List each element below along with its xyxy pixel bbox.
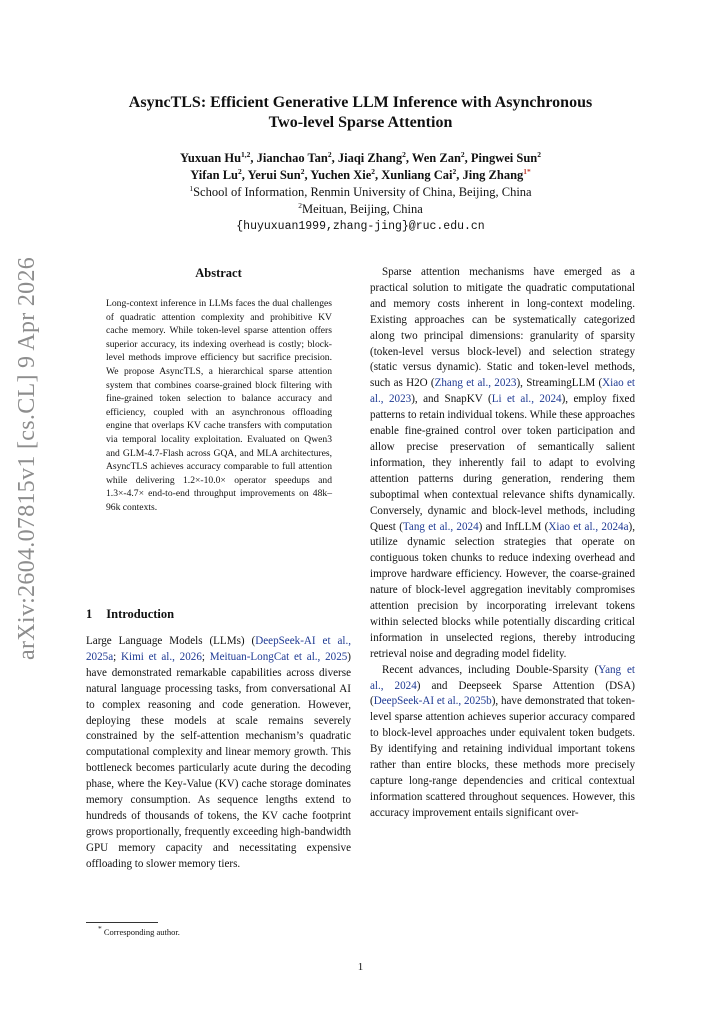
paragraph-text: Recent advances, including Double-Sparsity ( xyxy=(382,663,599,676)
title-line-2: Two-level Sparse Attention xyxy=(268,114,453,131)
affiliation-2-mark: 2 xyxy=(298,200,302,210)
page-number: 1 xyxy=(357,961,364,973)
author-affiliation-mark: 2 xyxy=(238,166,242,176)
citation-link[interactable]: Tang et al., 2024 xyxy=(402,520,479,533)
footnote-text: Corresponding author. xyxy=(103,927,180,937)
author-affiliation-mark: 2 xyxy=(371,166,376,176)
author-affiliation-mark: 2 xyxy=(327,149,332,159)
authors-line-1: Yuxuan Hu$^{1,2}$, Jianchao Tan$^2$, Jiaqi Zhang$^2$, Wen Zan$^2$, Pingwei Sun$^2$ xyxy=(179,149,541,165)
citation-link[interactable]: Xiao et al., 2023 xyxy=(370,377,635,406)
arxiv-identifier: arXiv:2604.07815v1 [cs.CL] 9 Apr 2026 xyxy=(14,256,40,660)
author-affiliation-mark: 2 xyxy=(402,149,406,159)
author-affiliation-mark: 2 xyxy=(537,149,541,159)
paragraph-text: ) and InfLLM ( xyxy=(478,520,549,533)
paragraph-text: ) have demonstrated remarkable capabilities across diverse natural language processing tasks, from conversational AI to complex reasoning and code generation. However, deploying these models at scale remains severely constrained by the self-attention mechanism’s quadratic computational complexity and linear memory growth. This bottleneck becomes particularly acute during the decoding phase, where the Key-Value (KV) cache storage dominates memory consumption. As sequence lengths extend to hundreds of thousands of tokens, the KV cache footprint grows proportionally, frequently exceeding high-bandwidth GPU memory capacity and necessitating expensive offloading to slower memory tiers. xyxy=(86,650,351,870)
section-heading xyxy=(86,607,174,622)
author-affiliation-mark: 2 xyxy=(300,166,305,176)
paragraph-text: ), and SnapKV ( xyxy=(411,393,492,406)
affiliation-1-mark: 1 xyxy=(189,183,194,193)
footnote-mark: * xyxy=(98,924,102,934)
author-name: Jing Zhang xyxy=(462,168,524,182)
author-affiliation-mark: 2 xyxy=(460,149,465,159)
author-name: Xunliang Cai xyxy=(381,168,453,182)
paragraph-text: ), StreamingLLM ( xyxy=(516,377,603,390)
right-column xyxy=(370,265,635,822)
paragraph-text: ) and Deepseek Sparse Attention (DSA) ( xyxy=(370,679,636,708)
paragraph-text: ), utilize dynamic selection strategies that operate on contiguous token chunks to reduce indexing overhead and improve hardware efficiency. However, the coarse-grained nature of block-level aggregation inevitably compromises attention precision by incorporating irrelevant tokens within selected blocks while potentially discarding critical information in unselected regions, thereby introducing retrieval noise and degrading model fidelity. xyxy=(370,520,635,660)
intro-paragraph-2 xyxy=(370,265,635,663)
author-name: Yifan Lu xyxy=(190,168,239,182)
affiliation-1 xyxy=(0,184,721,201)
author-name: Wen Zan xyxy=(411,151,461,165)
citation-link[interactable]: DeepSeek-AI et al., 2025b xyxy=(373,695,492,708)
citation-link[interactable]: Li et al., 2024 xyxy=(491,393,562,406)
author-name: Jiaqi Zhang xyxy=(337,151,403,165)
footnote xyxy=(98,924,180,937)
author-affiliation-mark: 1,2 xyxy=(241,149,251,159)
abstract-heading: Abstract xyxy=(195,266,242,280)
citation-link[interactable]: Yang et al., 2024 xyxy=(370,663,636,692)
author-name: Jianchao Tan xyxy=(256,151,328,165)
citation-link[interactable]: Xiao et al., 2024a xyxy=(548,520,629,533)
paragraph-text: Large Language Models (LLMs) ( xyxy=(86,635,256,647)
intro-paragraph-3 xyxy=(370,663,635,822)
citation-link[interactable]: Zhang et al., 2023 xyxy=(434,377,517,390)
citation-link[interactable]: Kimi et al., 2026 xyxy=(120,650,202,663)
paragraph-text: ), employ fixed patterns to retain individual tokens. While these approaches enable fine-grained control over token participation and allow precise preservation of semantically salient information, they inherently fail to adapt to evolving attention patterns during generation, rendering them suboptimal when contextual relevance shifts dynamically. Conversely, dynamic and block-level methods, including Quest ( xyxy=(370,393,635,533)
author-affiliation-mark: 1* xyxy=(523,166,531,176)
paragraph-text: Sparse attention mechanisms have emerged as a practical solution to mitigate the quadratic computational and memory costs inherent in long-context modeling. Existing approaches can be systematically categorized along two principal dimensions: granularity of sparsity (token-level versus block-level) and selection strategy (static versus dynamic). Static and token-level methods, such as H2O ( xyxy=(370,266,635,390)
author-affiliation-mark: 2 xyxy=(452,166,457,176)
section-number: 1 xyxy=(86,607,93,621)
citation-link[interactable]: DeepSeek-AI et al., 2025a xyxy=(86,635,352,663)
title-line-1: AsyncTLS: Efficient Generative LLM Inference with Asynchronous xyxy=(128,94,593,111)
affiliation-2-text: Meituan, Beijing, China xyxy=(301,202,423,216)
footnote-rule xyxy=(86,922,158,923)
author-name: Yerui Sun xyxy=(247,168,301,182)
affiliation-2 xyxy=(0,201,721,218)
citation-link[interactable]: Meituan-LongCat et al., 2025 xyxy=(209,650,348,663)
affiliation-1-text: School of Information, Renmin University of China, Beijing, China xyxy=(193,185,532,199)
section-title: Introduction xyxy=(106,607,175,621)
abstract-text: Long-context inference in LLMs faces the dual challenges of quadratic attention complexity and prohibitive KV cache memory. While token-level sparse attention offers superior accuracy, its indexing overhead is costly; block-level methods improve efficiency but sacrifice precision. We propose AsyncTLS, a hierarchical sparse attention system that combines coarse-grained block filtering with fine-grained token selection to balance accuracy and efficiency, coupled with an asynchronous offloading engine that overlaps KV cache transfers with computation via temporal locality exploitation. Evaluated on Qwen3 and GLM-4.7-Flash across GQA, and MLA architectures, AsyncTLS achieves accuracy comparable to full attention while delivering 1.2×-10.0× operator speedups and 1.3×-4.7× end-to-end throughput improvements on 48k–96k contexts. xyxy=(106,298,332,513)
author-list xyxy=(0,150,721,184)
paragraph-text: ), have demonstrated that token-level sparse attention achieves superior accuracy compared to block-level approaches under equivalent token budgets. By identifying and retaining individual important tokens rather than entire blocks, these methods more precisely capture long-range dependencies and critical contextual information scattered throughout sequences. However, this accuracy improvement entails significant over- xyxy=(370,695,635,819)
intro-paragraph-1 xyxy=(86,634,351,873)
paper-title xyxy=(0,93,721,133)
author-name: Pingwei Sun xyxy=(470,151,538,165)
paragraph-text: ; xyxy=(201,650,210,663)
author-name: Yuchen Xie xyxy=(310,168,372,182)
left-column xyxy=(86,634,351,873)
contact-email: {huyuxuan1999,zhang-jing}@ruc.edu.cn xyxy=(236,220,485,233)
affiliations xyxy=(0,184,721,235)
author-name: Yuxuan Hu xyxy=(179,151,242,165)
paragraph-text: ; xyxy=(113,650,121,663)
authors-line-2: Yifan Lu$^2$, Yerui Sun$^2$, Yuchen Xie$^2$, Xunliang Cai$^2$, Jing Zhang$^{1*}$ xyxy=(190,166,531,182)
